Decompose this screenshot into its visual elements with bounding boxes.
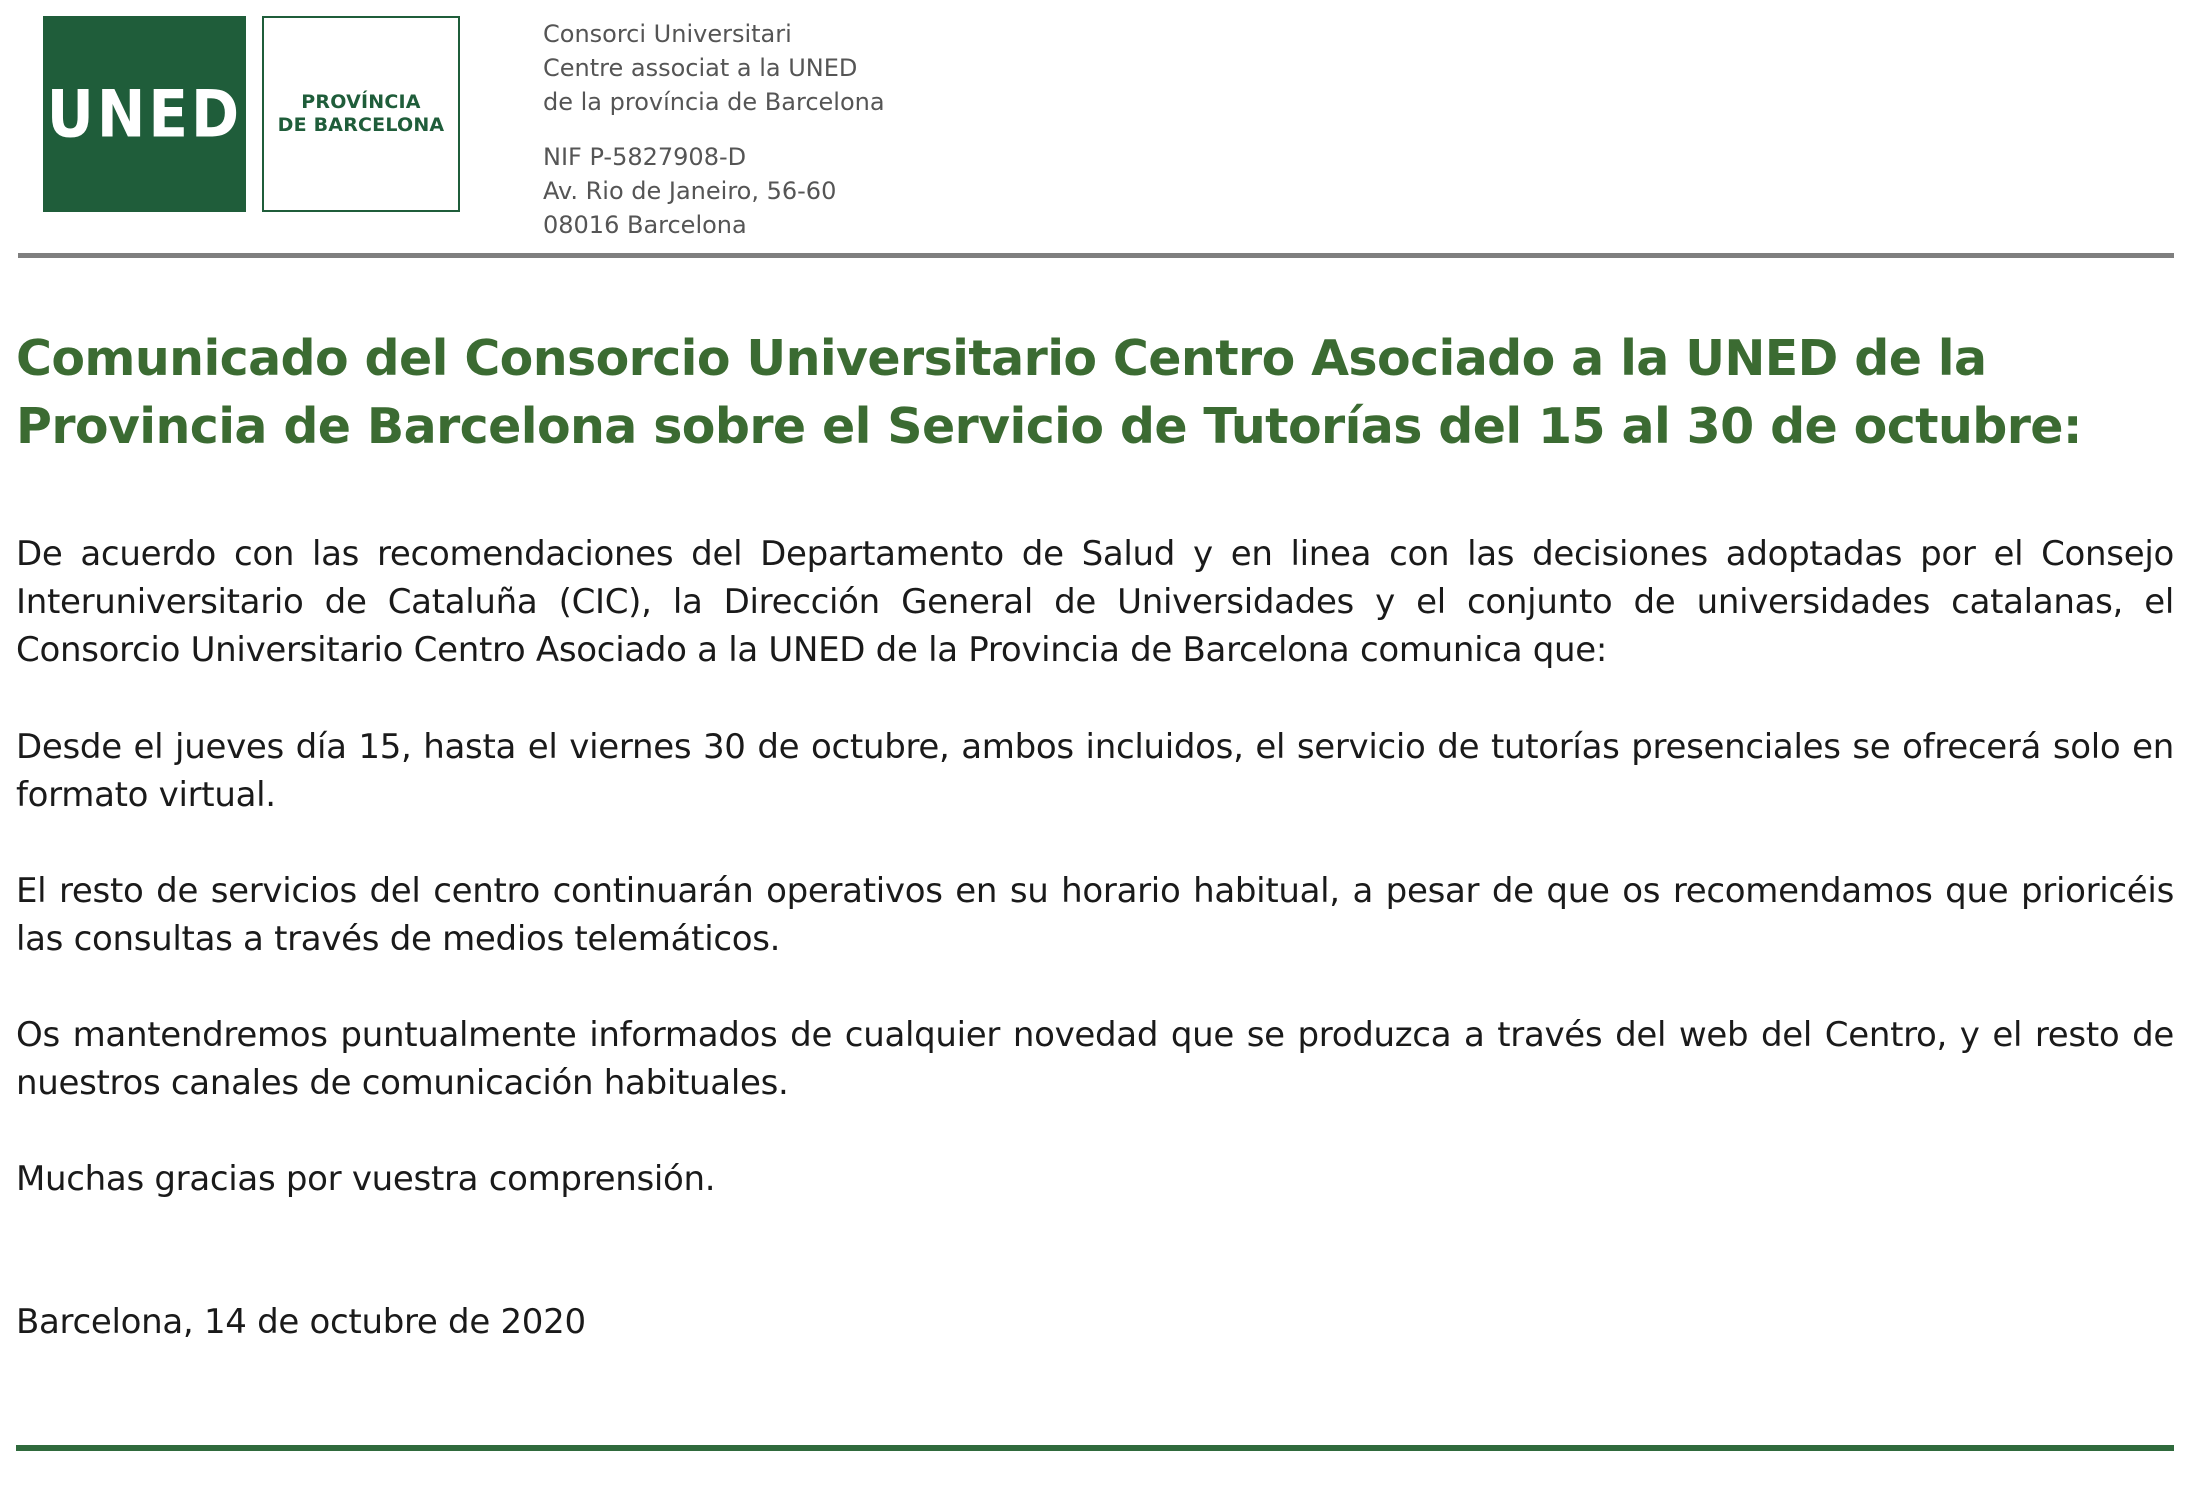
body-paragraph-4: Os mantendremos puntualmente informados de cualquier novedad que se produzca a través del web del Centro, y el resto de nuestros canales de comunicación habituales. — [16, 1015, 2174, 1103]
body-paragraph-1: De acuerdo con las recomendaciones del Departamento de Salud y en linea con las decisiones adoptadas por el Consejo Interuniversitario de Cataluña (CIC), la Dirección General de Universidades y el conjunto de universidades catalanas, el Consorcio Universitario Centro Asociado a la UNED de la Provincia de Barcelona comunica que: — [16, 534, 2174, 670]
uned-logo — [43, 16, 246, 212]
provincia-barcelona-logo — [262, 16, 460, 212]
provincia-logo-line-1: PROVÍNCIA — [301, 91, 421, 113]
organization-name-block — [543, 17, 885, 119]
uned-logo-text: UNED — [46, 75, 243, 153]
body-paragraph-2: Desde el jueves día 15, hasta el viernes 30 de octubre, ambos incluidos, el servicio de tutorías presenciales se ofrecerá solo en formato virtual. — [16, 727, 2174, 815]
org-postal-city: 08016 Barcelona — [543, 211, 747, 239]
date-line: Barcelona, 14 de octubre de 2020 — [16, 1302, 586, 1342]
org-name-line-3: de la província de Barcelona — [543, 88, 885, 116]
org-name-line-2: Centre associat a la UNED — [543, 54, 858, 82]
org-nif: NIF P-5827908-D — [543, 143, 747, 171]
header-divider — [18, 253, 2174, 258]
org-street-address: Av. Rio de Janeiro, 56-60 — [543, 177, 837, 205]
footer-divider — [16, 1445, 2174, 1451]
body-paragraph-3: El resto de servicios del centro continuarán operativos en su horario habitual, a pesar de que os recomendamos que prioricéis las consultas a través de medios telemáticos. — [16, 871, 2174, 959]
provincia-logo-line-2: DE BARCELONA — [277, 114, 445, 136]
organization-address-block — [543, 140, 836, 242]
org-name-line-1: Consorci Universitari — [543, 20, 792, 48]
document-title: Comunicado del Consorcio Universitario Centro Asociado a la UNED de la Provincia de Barcelona sobre el Servicio de Tutorías del 15 al 30 de octubre: — [16, 330, 2082, 455]
body-paragraph-5: Muchas gracias por vuestra comprensión. — [16, 1159, 716, 1199]
